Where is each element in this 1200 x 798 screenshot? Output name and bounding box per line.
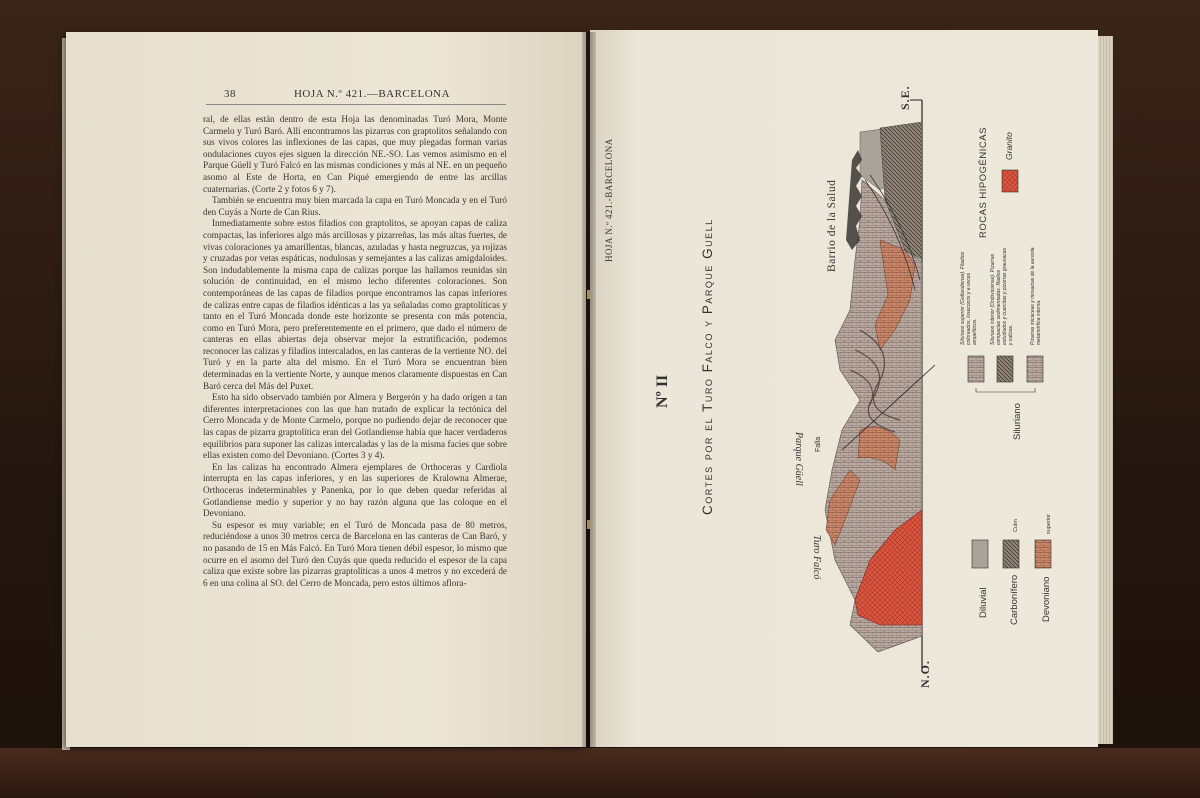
legend-devoniano: Devoniano bbox=[1041, 576, 1052, 622]
label-falla: Falla bbox=[815, 436, 822, 452]
orientation-nw: N.O. bbox=[918, 660, 932, 688]
legend-swatch-diluvial bbox=[972, 540, 988, 568]
figure-number: Nº II bbox=[654, 374, 671, 408]
legend-sil-inf-desc: Siluriano inferior (Ordoviciense). Pizarras compactas sedimentadas. filadios estudiados y cuarcitas y pizarras grauvacas y calizas. bbox=[990, 248, 1014, 345]
paragraph: Esto ha sido observado también por Almera y Bergerón y ha dado origen a tan diferentes interpretaciones con las que han tratado de explicar la tectónica del Cerro Moncada y de Monte Carmelo, porque no pudiendo dejar de reconocer que las capas de pizarra graptolítica eran del Gotlandiense había que hacer verdaderos equilibrios para suponer las calizas intercaladas y las de la misma facies que sobre ellas existen como del Devoniano. (Cortes 3 y 4). bbox=[203, 392, 507, 461]
label-barrio: Barrio de la Salud bbox=[826, 179, 838, 272]
figure-title: Cortes por el Turo Falco y Parque Guell bbox=[700, 218, 715, 515]
running-head: HOJA N.º 421.—BARCELONA bbox=[293, 88, 451, 100]
legend-superior: superior bbox=[1046, 514, 1052, 534]
paragraph: Inmediatamente sobre estos filadios con graptolitos, se apoyan capas de caliza compactas, las inferiores algo más arcillosas y pizarreñas, las más altas fuertes, de vivas coloraciones ya amarillentas, blancas, azuladas y hasta negruzcas, ya rojizas y cruzadas por vetas espáticas, nodulosas y semejantes a las calizas amigdaloides. Son indudablemente la misma capa de calizas porque las hallamos reunidas sin solución de continuidad, en el mismo lecho diferentes coloraciones. Son contemporáneas de las capas de filadios porque encontramos las capas inferiores de calizas entre capas de filadios idénticas a las ya señaladas como graptolíticas y tanto en el Turó Moncada donde este horizonte se presenta con más potencia, como en Turó Mora, pero preferentemente en el primero, que dado el número de canteras en ellas abiertas deja observar mejor la estratificación, podemos reconocer las calizas y filadios intercalados, en las canteras de la vertiente NO. del Turó y en la parte alta del mismo. En el Turó Mora se encuentran bien determinadas en la vertiente Norte, y aunque menos claramente dispuestas en Can Baró cerca del Más del Puxet. bbox=[203, 218, 507, 391]
legend-micaceas-desc: Pizarras micáceas y mosaicas de la aureola metamórfica interna. bbox=[1030, 247, 1042, 345]
legend-swatch-granito bbox=[1002, 170, 1018, 192]
legend-carbonifero: Carbonífero bbox=[1009, 574, 1020, 625]
right-running-head: HOJA N.º 421.-BARCELONA bbox=[604, 138, 614, 262]
label-turo: Turo Falcó bbox=[811, 535, 822, 580]
paragraph: Su espesor es muy variable; en el Turó de Moncada pasa de 80 metros, reduciéndose a unos 30 metros cerca de Barcelona en las canteras de Can Baró, y no pasando de 15 en Más Falcó. En Turó Mora tienen débil espesor, lo mismo que ocurre en el asomo del Turó den Cuyás que queda reducido el espesor de la capa caliza que existe sobre las pizarras graptolíticas a unos 4 metros y no excederá de 6 en una colina al SO. del Cerro de Moncada, pero estos últimos aflora- bbox=[203, 519, 507, 588]
paragraph: ral, de ellas están dentro de esta Hoja las denominadas Turó Mora, Monte Carmelo y Turó Baró. Allí encontramos las pizarras con graptolitos señalando con sus vivos colores las inflexiones de las capas, que muy plegadas forman varias ondulaciones cuyos ejes siguen la dirección NE.-SO. Las vemos asimismo en el Parque Güell y Turó Falcó en las mismas condiciones y más al NE. en un pequeño asomo al Este de Horta, en Can Piqué emergiendo de entre las arcillas cuaternarias. (Corte 2 y fotos 6 y 7). bbox=[203, 114, 507, 194]
orientation-se: S.E. bbox=[898, 85, 912, 110]
legend-rocas-title: ROCAS HIPOGÉNICAS bbox=[978, 127, 989, 238]
legend-diluvial: Diluvial bbox=[978, 587, 989, 618]
label-parque: Parque Güell bbox=[793, 432, 804, 486]
legend-swatch-sil-sup bbox=[968, 356, 984, 382]
paragraph: También se encuentra muy bien marcada la capa en Turó Moncada y en el Turó den Cuyás a Norte de Can Rius. bbox=[203, 195, 507, 217]
legend-swatch-carbonifero bbox=[1003, 540, 1019, 568]
legend-sil-sup-desc: Siluriano superior (Gotlandiense). Filadios coloreados, lusecocos y a veces ampelíticos. bbox=[960, 251, 978, 345]
legend-siluriano: Siluriano bbox=[1012, 403, 1023, 440]
legend-swatch-micaceas bbox=[1027, 356, 1043, 382]
legend-culm: Culm bbox=[1013, 519, 1019, 532]
page-number: 38 bbox=[224, 88, 236, 100]
legend-swatch-sil-inf bbox=[997, 356, 1013, 382]
legend-granito: Granito bbox=[1004, 132, 1014, 160]
paragraph: En las calizas ha encontrado Almera ejemplares de Orthoceras y Cardiola interrupta en las capas inferiores, y en las superiores de Kralowna Almerae, Orthoceras indeterminables y Panenka, por lo que deben quedar referidas al Gotlandiense medio y superior y no hay razón alguna que las coloque en el Devoniano. bbox=[203, 461, 507, 519]
legend-swatch-devoniano bbox=[1035, 540, 1051, 568]
